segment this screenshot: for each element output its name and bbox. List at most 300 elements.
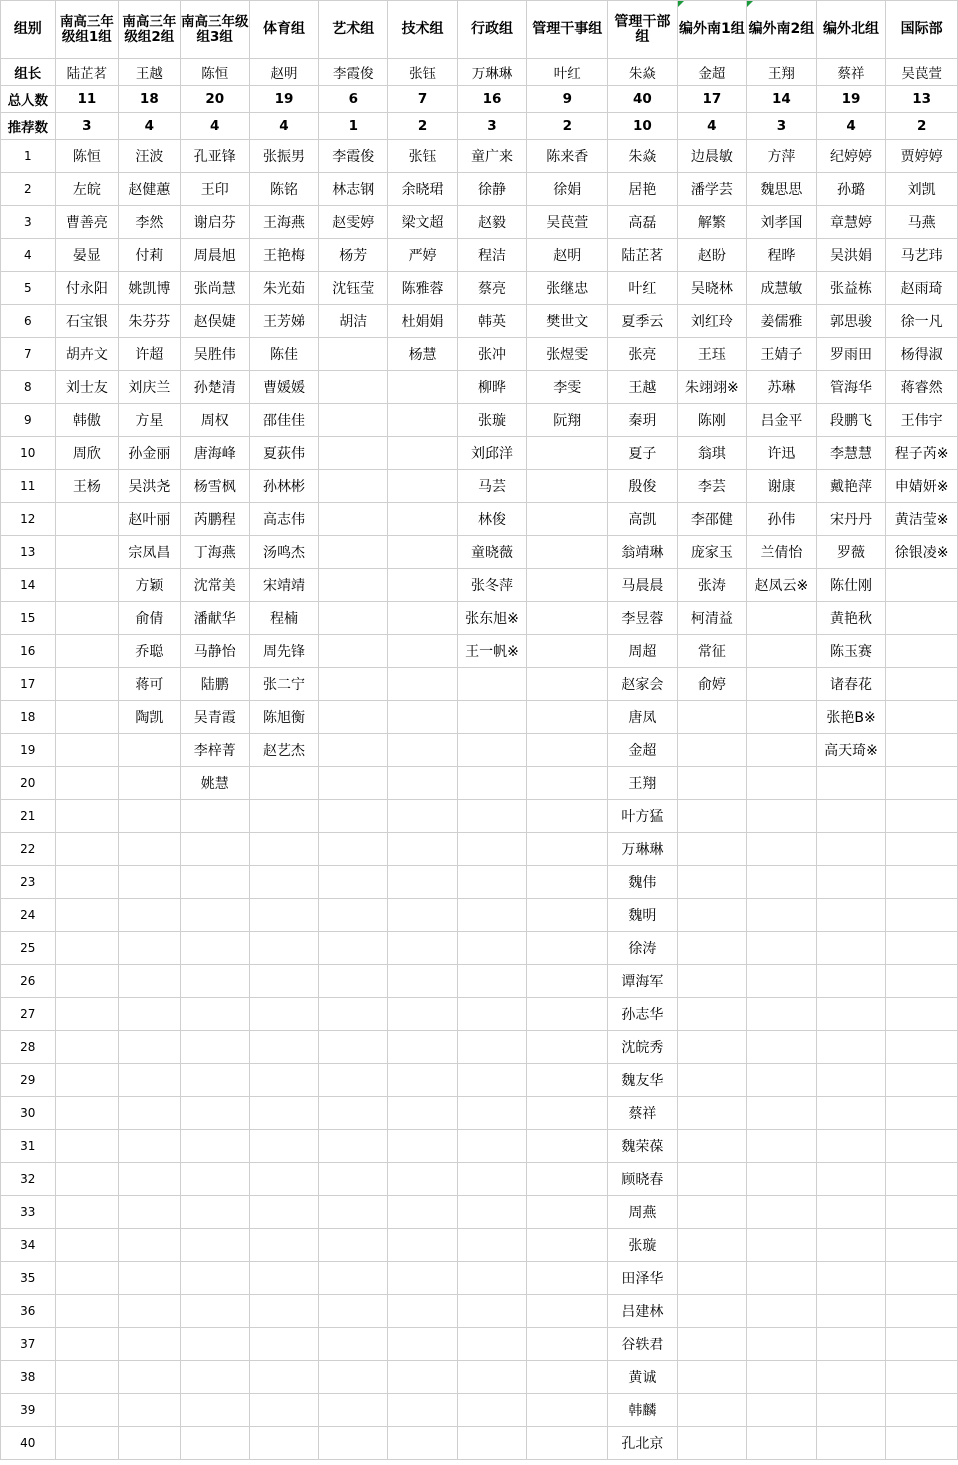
member-cell [747, 800, 817, 833]
row-number: 6 [1, 305, 56, 338]
member-cell [249, 1328, 318, 1361]
row-number: 4 [1, 239, 56, 272]
member-cell [747, 635, 817, 668]
row-number: 5 [1, 272, 56, 305]
table-row [1, 206, 958, 239]
member-cell: 吕金平 [747, 404, 817, 437]
member-cell: 李霞俊 [319, 140, 388, 173]
member-cell [527, 1064, 608, 1097]
table-row [1, 701, 958, 734]
member-cell: 徐娟 [527, 173, 608, 206]
member-cell: 胡卉文 [55, 338, 118, 371]
leader-row-value: 赵明 [249, 59, 318, 86]
member-cell [677, 1427, 747, 1460]
member-cell [119, 1031, 181, 1064]
row-number: 18 [1, 701, 56, 734]
member-cell [457, 1295, 527, 1328]
member-cell: 俞倩 [119, 602, 181, 635]
member-cell [527, 800, 608, 833]
member-cell: 余晓珺 [388, 173, 457, 206]
member-cell [119, 965, 181, 998]
table-row [1, 1427, 958, 1460]
member-cell [677, 932, 747, 965]
member-cell: 黄洁莹※ [886, 503, 958, 536]
member-cell [457, 899, 527, 932]
member-cell [55, 1328, 118, 1361]
member-cell: 夏子 [608, 437, 677, 470]
member-cell: 周晨旭 [180, 239, 249, 272]
member-cell: 申婧妍※ [886, 470, 958, 503]
row-number: 12 [1, 503, 56, 536]
member-cell [527, 965, 608, 998]
member-cell: 蔡祥 [608, 1097, 677, 1130]
member-cell [55, 1394, 118, 1427]
member-cell [55, 932, 118, 965]
member-cell: 李芸 [677, 470, 747, 503]
member-cell [180, 1295, 249, 1328]
row-number: 1 [1, 140, 56, 173]
row-number: 29 [1, 1064, 56, 1097]
member-cell [319, 833, 388, 866]
table-row [1, 536, 958, 569]
member-cell: 周欣 [55, 437, 118, 470]
member-cell: 阮翔 [527, 404, 608, 437]
member-cell: 周燕 [608, 1196, 677, 1229]
member-cell [249, 1064, 318, 1097]
member-cell: 王海燕 [249, 206, 318, 239]
member-cell: 陈旭衡 [249, 701, 318, 734]
member-cell: 朱芬芬 [119, 305, 181, 338]
member-cell [457, 998, 527, 1031]
member-cell [249, 1031, 318, 1064]
member-cell: 许迅 [747, 437, 817, 470]
member-cell [677, 866, 747, 899]
member-cell: 魏伟 [608, 866, 677, 899]
member-cell [388, 404, 457, 437]
member-cell [747, 1196, 817, 1229]
group-header: 南高三年级组2组 [119, 1, 181, 59]
member-cell [55, 767, 118, 800]
member-cell [388, 932, 457, 965]
member-cell: 陆鹏 [180, 668, 249, 701]
member-cell [747, 1130, 817, 1163]
table-row [1, 1394, 958, 1427]
member-cell [457, 1097, 527, 1130]
member-cell [457, 1196, 527, 1229]
member-cell: 邵佳佳 [249, 404, 318, 437]
member-cell: 杨雪枫 [180, 470, 249, 503]
member-cell: 罗薇 [816, 536, 886, 569]
row-number: 15 [1, 602, 56, 635]
member-cell: 周权 [180, 404, 249, 437]
member-cell: 方颖 [119, 569, 181, 602]
member-cell: 戴艳萍 [816, 470, 886, 503]
member-cell [457, 1064, 527, 1097]
member-cell [180, 800, 249, 833]
member-cell: 刘士友 [55, 371, 118, 404]
member-cell: 沈皖秀 [608, 1031, 677, 1064]
total-row-value: 19 [249, 86, 318, 113]
member-cell: 张艳B※ [816, 701, 886, 734]
group-header: 行政组 [457, 1, 527, 59]
member-cell: 朱翊翊※ [677, 371, 747, 404]
member-cell [747, 1427, 817, 1460]
member-cell [816, 1361, 886, 1394]
member-cell: 俞婷 [677, 668, 747, 701]
member-cell: 解繁 [677, 206, 747, 239]
member-cell: 陈来香 [527, 140, 608, 173]
member-cell: 李慧慧 [816, 437, 886, 470]
member-cell [119, 734, 181, 767]
group-header: 国际部 [886, 1, 958, 59]
member-cell [249, 1097, 318, 1130]
member-cell: 晏显 [55, 239, 118, 272]
member-cell: 姜儒雅 [747, 305, 817, 338]
member-cell [388, 1097, 457, 1130]
group-header: 南高三年级组1组 [55, 1, 118, 59]
member-cell [119, 767, 181, 800]
member-cell [388, 866, 457, 899]
member-cell: 汪波 [119, 140, 181, 173]
member-cell [747, 1361, 817, 1394]
member-cell [747, 1262, 817, 1295]
member-cell [747, 1295, 817, 1328]
table-row [1, 503, 958, 536]
member-cell [457, 1262, 527, 1295]
member-cell [747, 998, 817, 1031]
member-cell [249, 1163, 318, 1196]
member-cell [677, 1130, 747, 1163]
member-cell: 居艳 [608, 173, 677, 206]
member-cell [886, 1097, 958, 1130]
member-cell [119, 1295, 181, 1328]
table-row [1, 932, 958, 965]
member-cell [319, 899, 388, 932]
recommend-row-value: 4 [180, 113, 249, 140]
member-cell [747, 866, 817, 899]
member-cell: 丁海燕 [180, 536, 249, 569]
member-cell: 曹善亮 [55, 206, 118, 239]
member-cell [55, 503, 118, 536]
member-cell: 常征 [677, 635, 747, 668]
member-cell [55, 602, 118, 635]
member-cell [249, 1130, 318, 1163]
member-cell: 李昱蓉 [608, 602, 677, 635]
total-row-value: 20 [180, 86, 249, 113]
table-row [1, 1130, 958, 1163]
member-cell: 潘学芸 [677, 173, 747, 206]
member-cell [527, 1130, 608, 1163]
member-cell: 王伟宇 [886, 404, 958, 437]
member-cell [119, 1361, 181, 1394]
member-cell [527, 569, 608, 602]
member-cell [677, 965, 747, 998]
member-cell: 谭海军 [608, 965, 677, 998]
group-header: 南高三年级组3组 [180, 1, 249, 59]
member-cell [816, 1295, 886, 1328]
member-cell [816, 866, 886, 899]
member-cell [55, 1361, 118, 1394]
table-row [1, 338, 958, 371]
table-row [1, 668, 958, 701]
member-cell: 陈玉赛 [816, 635, 886, 668]
member-cell [747, 767, 817, 800]
member-cell [388, 371, 457, 404]
member-cell: 孙志华 [608, 998, 677, 1031]
row-number: 25 [1, 932, 56, 965]
total-row-value: 6 [319, 86, 388, 113]
total-row-value: 14 [747, 86, 817, 113]
member-cell: 吴洪娟 [816, 239, 886, 272]
recommend-row-value: 10 [608, 113, 677, 140]
member-cell: 朱焱 [608, 140, 677, 173]
member-cell [457, 833, 527, 866]
row-number: 32 [1, 1163, 56, 1196]
member-cell: 高志伟 [249, 503, 318, 536]
member-cell [886, 833, 958, 866]
member-cell: 韩英 [457, 305, 527, 338]
member-cell [886, 668, 958, 701]
member-cell [249, 1394, 318, 1427]
member-cell: 陶凯 [119, 701, 181, 734]
member-cell [55, 1262, 118, 1295]
table-row [1, 173, 958, 206]
member-cell: 金超 [608, 734, 677, 767]
member-cell [816, 1064, 886, 1097]
member-cell [119, 1394, 181, 1427]
row-number: 21 [1, 800, 56, 833]
member-cell: 赵叶丽 [119, 503, 181, 536]
row-number: 27 [1, 998, 56, 1031]
member-cell: 宋丹丹 [816, 503, 886, 536]
member-cell: 王艳梅 [249, 239, 318, 272]
row-number: 19 [1, 734, 56, 767]
member-cell [319, 371, 388, 404]
member-cell: 刘邱洋 [457, 437, 527, 470]
row-number: 26 [1, 965, 56, 998]
member-cell [527, 1163, 608, 1196]
member-cell [886, 635, 958, 668]
member-cell [319, 1064, 388, 1097]
member-cell [319, 734, 388, 767]
member-cell [319, 1262, 388, 1295]
total-row-value: 13 [886, 86, 958, 113]
member-cell [677, 1229, 747, 1262]
member-cell [319, 602, 388, 635]
member-cell [180, 1031, 249, 1064]
member-cell [747, 1031, 817, 1064]
member-cell [319, 536, 388, 569]
row-number: 11 [1, 470, 56, 503]
recommend-row-value: 3 [457, 113, 527, 140]
member-cell: 韩傲 [55, 404, 118, 437]
member-cell [55, 1427, 118, 1460]
row-number: 28 [1, 1031, 56, 1064]
recommend-row-value: 4 [249, 113, 318, 140]
member-cell: 张煜雯 [527, 338, 608, 371]
group-header: 管理干部组 [608, 1, 677, 59]
member-cell: 王杨 [55, 470, 118, 503]
table-row [1, 239, 958, 272]
member-cell [527, 470, 608, 503]
row-number: 2 [1, 173, 56, 206]
member-cell: 马艺玮 [886, 239, 958, 272]
member-cell: 郭思骏 [816, 305, 886, 338]
member-cell [886, 998, 958, 1031]
member-cell: 高凯 [608, 503, 677, 536]
member-cell: 庞家玉 [677, 536, 747, 569]
table-row [1, 569, 958, 602]
member-cell [388, 899, 457, 932]
member-cell: 付莉 [119, 239, 181, 272]
member-cell [180, 965, 249, 998]
total-row-value: 18 [119, 86, 181, 113]
member-cell [119, 833, 181, 866]
member-cell [527, 635, 608, 668]
row-number: 31 [1, 1130, 56, 1163]
recommend-row-value: 2 [388, 113, 457, 140]
member-cell: 刘红玲 [677, 305, 747, 338]
member-cell: 张尚慧 [180, 272, 249, 305]
member-cell [747, 1394, 817, 1427]
member-cell: 马燕 [886, 206, 958, 239]
leader-row-value: 吴苠萱 [886, 59, 958, 86]
member-cell [388, 1295, 457, 1328]
member-cell [388, 998, 457, 1031]
member-cell: 翁靖琳 [608, 536, 677, 569]
member-cell: 成慧敏 [747, 272, 817, 305]
table-row [1, 305, 958, 338]
member-cell [747, 1064, 817, 1097]
member-cell: 唐凤 [608, 701, 677, 734]
member-cell [677, 1361, 747, 1394]
table-row [1, 635, 958, 668]
leader-row-value: 王翔 [747, 59, 817, 86]
member-cell: 柳晔 [457, 371, 527, 404]
member-cell: 兰倩怡 [747, 536, 817, 569]
member-cell [747, 932, 817, 965]
member-cell [457, 1361, 527, 1394]
member-cell [180, 1361, 249, 1394]
row-number: 17 [1, 668, 56, 701]
member-cell: 诸春花 [816, 668, 886, 701]
recommend-row-value: 1 [319, 113, 388, 140]
member-cell [886, 701, 958, 734]
member-cell: 章慧婷 [816, 206, 886, 239]
member-cell [527, 833, 608, 866]
member-cell [816, 932, 886, 965]
member-cell [886, 569, 958, 602]
leader-row-value: 万琳琳 [457, 59, 527, 86]
member-cell [457, 866, 527, 899]
leader-row-value: 陈恒 [180, 59, 249, 86]
member-cell: 周先锋 [249, 635, 318, 668]
member-cell: 顾晓春 [608, 1163, 677, 1196]
total-row-label: 总人数 [1, 86, 56, 113]
leader-row-label: 组长 [1, 59, 56, 86]
row-number: 38 [1, 1361, 56, 1394]
member-cell [677, 899, 747, 932]
table-row [1, 1064, 958, 1097]
member-cell [119, 1130, 181, 1163]
member-cell: 沈常美 [180, 569, 249, 602]
member-cell: 万琳琳 [608, 833, 677, 866]
member-cell [816, 1031, 886, 1064]
leader-row-value: 叶红 [527, 59, 608, 86]
member-cell: 樊世文 [527, 305, 608, 338]
member-cell: 杜娟娟 [388, 305, 457, 338]
member-cell: 谷轶君 [608, 1328, 677, 1361]
member-cell: 秦玥 [608, 404, 677, 437]
member-cell: 夏荻伟 [249, 437, 318, 470]
member-cell [816, 1196, 886, 1229]
member-cell [388, 1163, 457, 1196]
member-cell: 管海华 [816, 371, 886, 404]
member-cell: 陈恒 [55, 140, 118, 173]
member-cell: 沈钰莹 [319, 272, 388, 305]
member-cell [119, 800, 181, 833]
member-cell: 王越 [608, 371, 677, 404]
member-cell [457, 701, 527, 734]
member-cell [747, 1097, 817, 1130]
member-cell: 吴洪尧 [119, 470, 181, 503]
member-cell: 陈刚 [677, 404, 747, 437]
leader-row-value: 张钰 [388, 59, 457, 86]
member-cell [249, 932, 318, 965]
member-cell [249, 833, 318, 866]
member-cell [457, 1427, 527, 1460]
member-cell [457, 1163, 527, 1196]
member-cell [319, 1427, 388, 1460]
member-cell [119, 932, 181, 965]
total-row-value: 16 [457, 86, 527, 113]
member-cell [55, 1196, 118, 1229]
recommend-row-value: 4 [816, 113, 886, 140]
member-cell [249, 1295, 318, 1328]
member-cell [319, 998, 388, 1031]
member-cell [180, 833, 249, 866]
leader-row-value: 陆芷茗 [55, 59, 118, 86]
member-cell [886, 932, 958, 965]
member-cell [319, 1163, 388, 1196]
member-cell [388, 965, 457, 998]
member-cell: 魏明 [608, 899, 677, 932]
member-cell [747, 701, 817, 734]
member-cell [119, 1064, 181, 1097]
member-cell [180, 1097, 249, 1130]
table-row [1, 800, 958, 833]
total-row-value: 11 [55, 86, 118, 113]
member-cell: 徐一凡 [886, 305, 958, 338]
member-cell [180, 1262, 249, 1295]
member-cell [816, 899, 886, 932]
member-cell [180, 1427, 249, 1460]
member-cell [180, 998, 249, 1031]
member-cell: 魏荣葆 [608, 1130, 677, 1163]
table-row [1, 1262, 958, 1295]
member-cell [249, 1229, 318, 1262]
member-cell: 刘庆兰 [119, 371, 181, 404]
member-cell [319, 1295, 388, 1328]
member-cell: 宗凤昌 [119, 536, 181, 569]
member-cell [55, 1295, 118, 1328]
member-cell [319, 965, 388, 998]
member-cell: 石宝银 [55, 305, 118, 338]
member-cell [527, 932, 608, 965]
member-cell: 赵凤云※ [747, 569, 817, 602]
member-cell [55, 1130, 118, 1163]
member-cell: 孙伟 [747, 503, 817, 536]
